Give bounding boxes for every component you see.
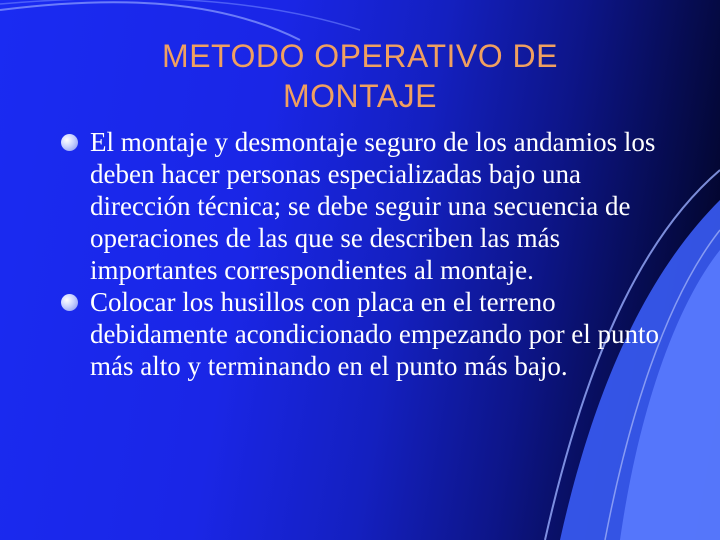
bullet-item [60, 126, 670, 286]
bullet-dot-icon [61, 294, 78, 311]
title-line-1: METODO OPERATIVO DE [162, 38, 558, 74]
bullet-dot-icon [61, 134, 78, 151]
slide-title [80, 36, 640, 116]
bullet-text: El montaje y desmontaje seguro de los andamios los deben hacer personas especializadas bajo una dirección técnica; se debe seguir una secuencia de operaciones de las que se describen las más importantes correspondientes al montaje. [90, 127, 656, 285]
bullet-text: Colocar los husillos con placa en el terreno debidamente acondicionado empezando por el punto más alto y terminando en el punto más bajo. [90, 287, 660, 381]
decor-arc-top [0, 2, 300, 40]
bullet-item [60, 286, 670, 382]
bullet-list [60, 126, 670, 382]
title-line-2: MONTAJE [282, 78, 437, 114]
